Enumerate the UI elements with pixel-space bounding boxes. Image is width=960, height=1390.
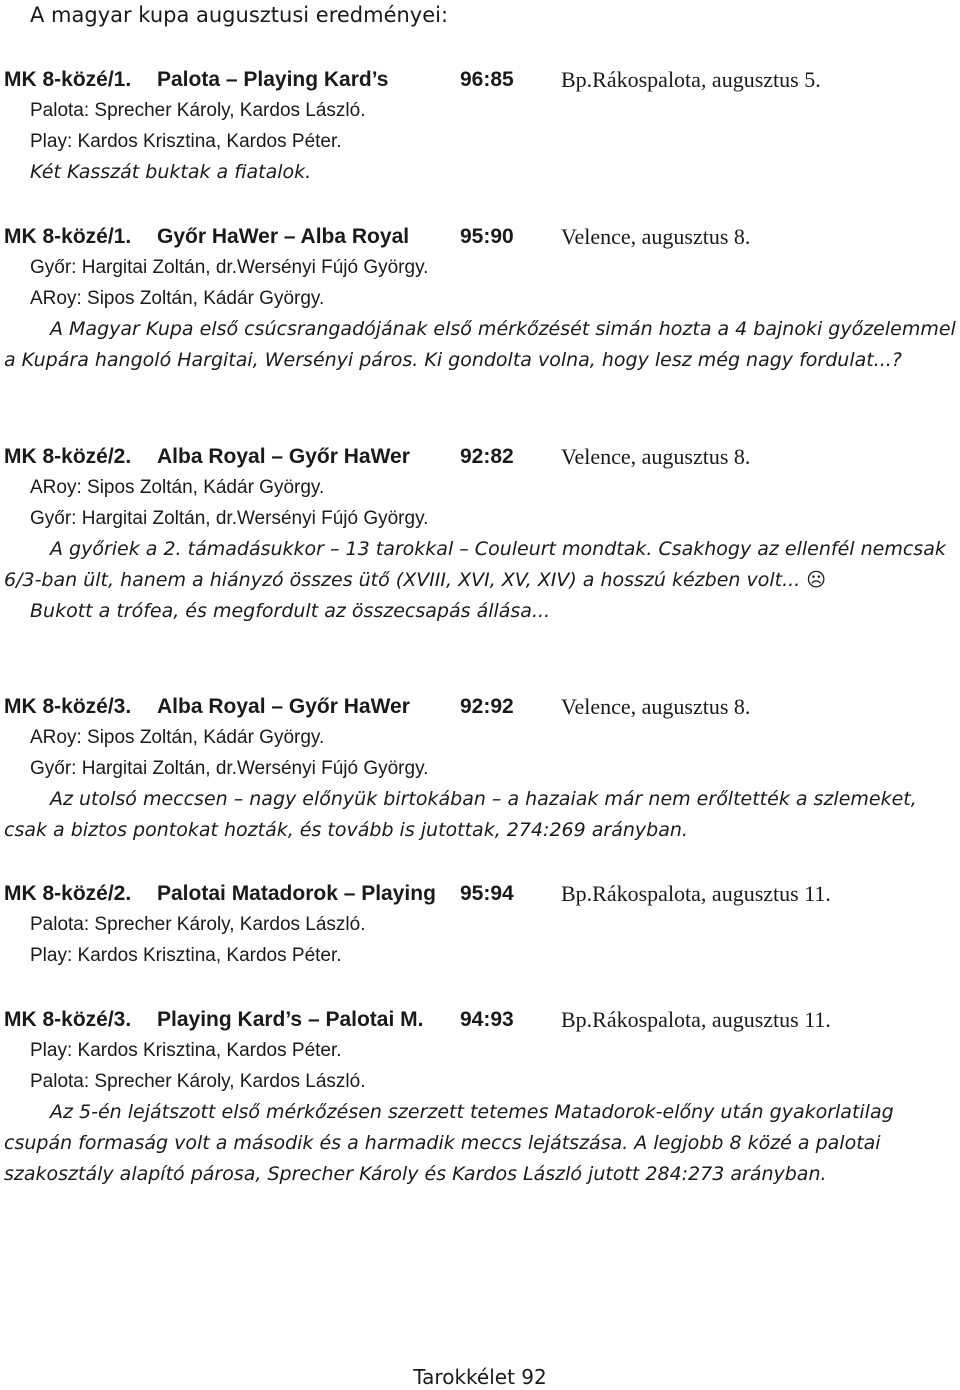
match-comment: Az utolsó meccsen – nagy előnyük birtokában – a hazaiak már nem erőltették a szlemeket, csak a biztos pontokat hozták, és tovább is jutottak, 274:269 arányban.: [4, 788, 917, 841]
match-teams: Palota – Playing Kard’s: [157, 68, 389, 91]
match-block: [0, 1004, 960, 1190]
match-block: [0, 441, 960, 627]
match-block: [0, 64, 960, 188]
match-teams: Palotai Matadorok – Playing: [157, 882, 436, 905]
match-comment: Az 5-én lejátszott első mérkőzésen szerzett tetemes Matadorok-előny után gyakorlatilag csupán formaság volt a második és a harmadik meccs lejátszása. A legjobb 8 közé a palotai szakosztály alapító párosa, Sprecher Károly és Kardos László jutott 284:273 arányban.: [4, 1101, 894, 1185]
match-comment: A Magyar Kupa első csúcsrangadójának első mérkőzését simán hozta a 4 bajnoki győzelemmel a Kupára hangoló Hargitai, Wersényi páros. Ki gondolta volna, hogy lesz még nagy fordulat...?: [4, 318, 956, 371]
match-block: [0, 691, 960, 846]
match-location: Velence, augusztus 8.: [561, 224, 751, 249]
match-stage: MK 8-közé/3.: [4, 695, 132, 718]
match-teams: Alba Royal – Győr HaWer: [157, 695, 410, 718]
match-header: [0, 1004, 960, 1035]
match-score: 95:94: [460, 882, 514, 905]
team-players: ARoy: Sipos Zoltán, Kádár György.: [30, 477, 325, 498]
match-header: [0, 691, 960, 722]
team-players: Play: Kardos Krisztina, Kardos Péter.: [30, 131, 342, 152]
match-teams: Győr HaWer – Alba Royal: [157, 225, 410, 248]
match-comment: Két Kasszát buktak a fiatalok.: [30, 161, 312, 183]
match-score: 92:82: [460, 445, 514, 468]
team-players: ARoy: Sipos Zoltán, Kádár György.: [30, 288, 325, 309]
match-stage: MK 8-közé/2.: [4, 445, 132, 468]
match-score: 96:85: [460, 68, 514, 91]
match-comment-followup: Bukott a trófea, és megfordult az összecsapás állása...: [30, 600, 551, 622]
match-stage: MK 8-közé/1.: [4, 68, 132, 91]
match-header: [0, 441, 960, 472]
page-title: A magyar kupa augusztusi eredményei:: [30, 3, 449, 27]
team-players: Play: Kardos Krisztina, Kardos Péter.: [30, 945, 342, 966]
match-score: 92:92: [460, 695, 514, 718]
match-stage: MK 8-közé/2.: [4, 882, 132, 905]
team-players: ARoy: Sipos Zoltán, Kádár György.: [30, 727, 325, 748]
page-footer: Tarokkélet 92: [413, 1365, 547, 1389]
team-players: Palota: Sprecher Károly, Kardos László.: [30, 914, 366, 935]
team-players: Palota: Sprecher Károly, Kardos László.: [30, 1071, 366, 1092]
match-header: [0, 221, 960, 252]
match-teams: Alba Royal – Győr HaWer: [157, 445, 410, 468]
team-players: Győr: Hargitai Zoltán, dr.Wersényi Fújó György.: [30, 758, 429, 779]
team-players: Play: Kardos Krisztina, Kardos Péter.: [30, 1040, 342, 1061]
match-header: [0, 64, 960, 95]
match-block: [0, 878, 960, 971]
team-players: Győr: Hargitai Zoltán, dr.Wersényi Fújó György.: [30, 257, 429, 278]
match-teams: Playing Kard’s – Palotai M.: [157, 1008, 424, 1031]
match-header: [0, 878, 960, 909]
match-block: [0, 221, 960, 376]
match-location: Bp.Rákospalota, augusztus 5.: [561, 67, 821, 92]
match-location: Velence, augusztus 8.: [561, 694, 751, 719]
match-location: Bp.Rákospalota, augusztus 11.: [561, 881, 831, 906]
match-comment: A győriek a 2. támadásukkor – 13 tarokkal – Couleurt mondtak. Csakhogy az ellenfél nemcsak 6/3-ban ült, hanem a hiányzó összes ütő (XVIII, XVI, XV, XIV) a hosszú kézben volt... ☹: [4, 538, 946, 591]
match-location: Bp.Rákospalota, augusztus 11.: [561, 1007, 831, 1032]
team-players: Palota: Sprecher Károly, Kardos László.: [30, 100, 366, 121]
match-score: 94:93: [460, 1008, 514, 1031]
team-players: Győr: Hargitai Zoltán, dr.Wersényi Fújó György.: [30, 508, 429, 529]
match-score: 95:90: [460, 225, 514, 248]
match-location: Velence, augusztus 8.: [561, 444, 751, 469]
match-stage: MK 8-közé/3.: [4, 1008, 132, 1031]
match-stage: MK 8-közé/1.: [4, 225, 132, 248]
